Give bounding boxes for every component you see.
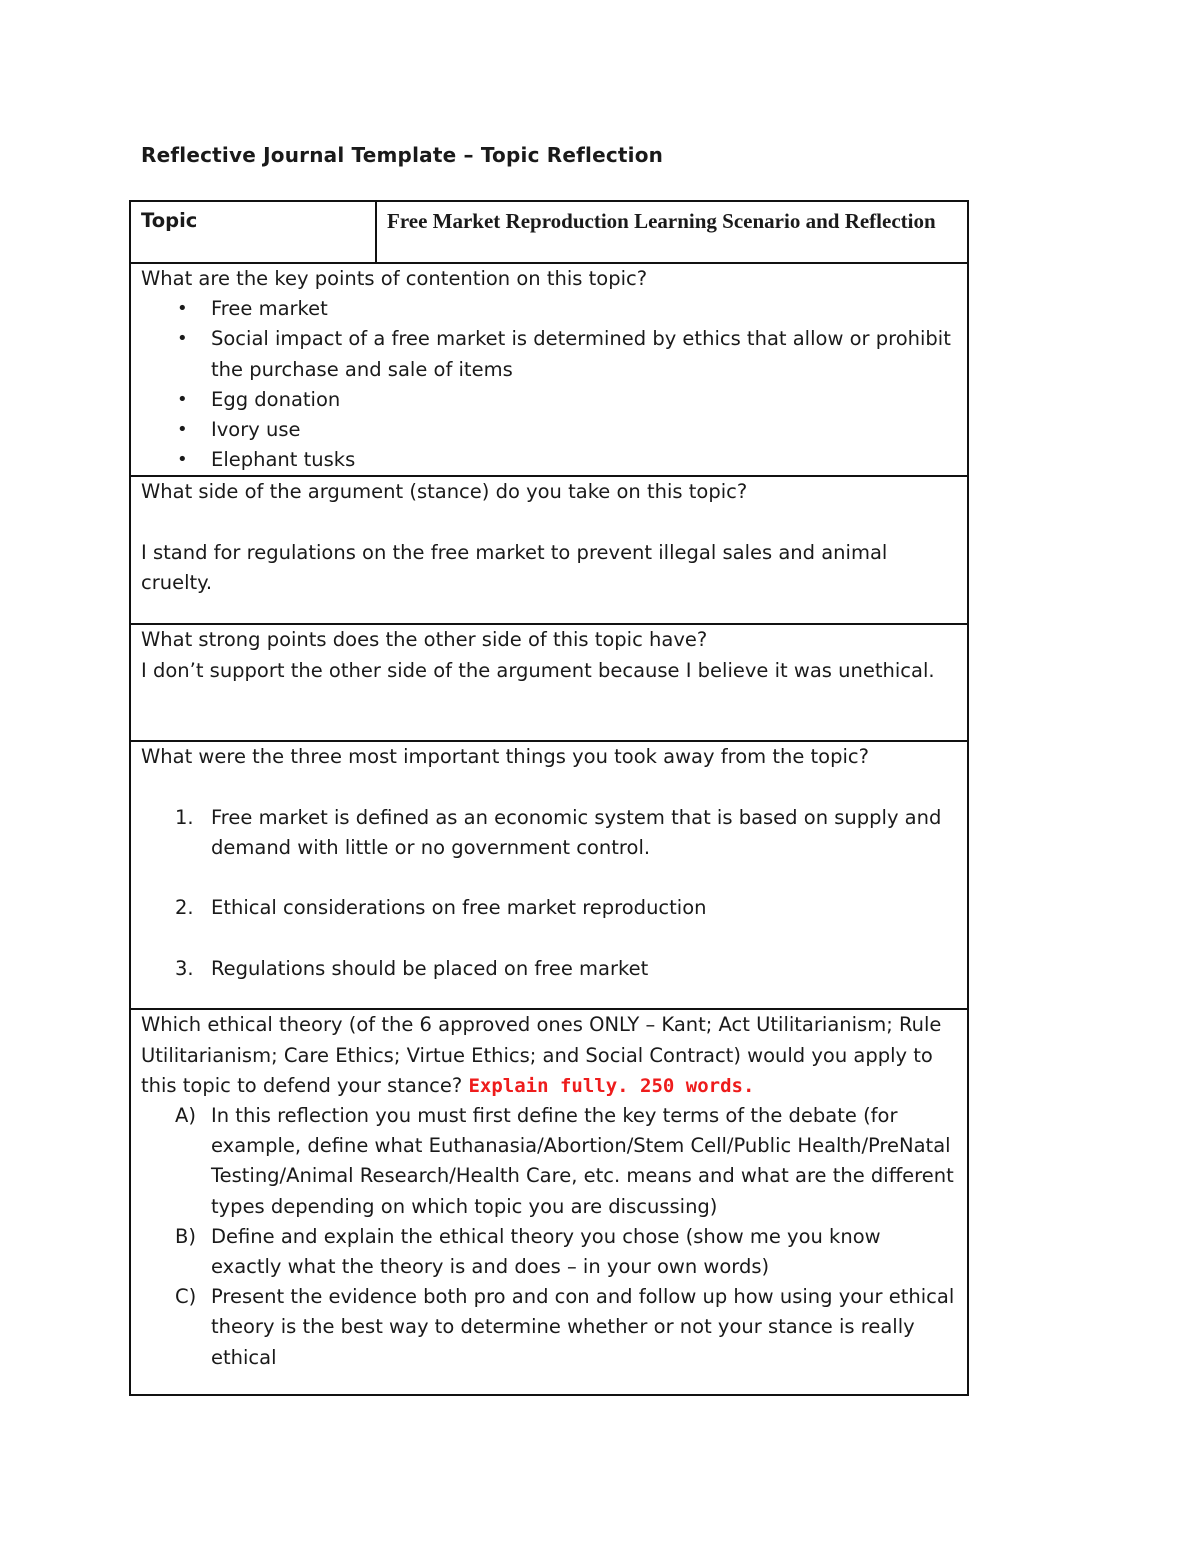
stance-question: What side of the argument (stance) do you take on this topic? bbox=[141, 480, 748, 504]
key-point-text: Social impact of a free market is determined by ethics that allow or prohibit the purchase and sale of items bbox=[211, 327, 951, 381]
theory-question: Which ethical theory (of the 6 approved ones ONLY – Kant; Act Utilitarianism; Rule Utilitarianism; Care Ethics; Virtue Ethics; and Social Contract) would you apply to this topic to defend your stance? bbox=[141, 1013, 942, 1097]
takeaway-item bbox=[141, 954, 957, 984]
stance-cell bbox=[130, 476, 968, 624]
key-point-item bbox=[141, 445, 957, 475]
stance-answer: I stand for regulations on the free market to prevent illegal sales and animal cruelty. bbox=[141, 540, 888, 595]
theory-note: Explain fully. 250 words. bbox=[468, 1074, 755, 1097]
key-point-text: Elephant tusks bbox=[211, 448, 356, 472]
takeaway-text: Ethical considerations on free market reproduction bbox=[211, 896, 707, 920]
takeaway-text: Regulations should be placed on free market bbox=[211, 956, 649, 980]
theory-row bbox=[130, 1009, 968, 1395]
bullet-icon: • bbox=[177, 419, 188, 441]
key-point-item bbox=[141, 324, 957, 384]
key-point-item bbox=[141, 294, 957, 324]
key-point-text: Free market bbox=[211, 297, 328, 321]
bullet-icon: • bbox=[177, 328, 188, 350]
other-side-cell bbox=[130, 624, 968, 741]
takeaways-list bbox=[141, 803, 957, 984]
theory-question-paragraph bbox=[141, 1010, 957, 1101]
takeaways-cell bbox=[130, 741, 968, 1009]
takeaways-row bbox=[130, 741, 968, 1009]
key-point-item bbox=[141, 385, 957, 415]
bullet-icon: • bbox=[177, 449, 188, 471]
requirement-text: Present the evidence both pro and con and follow up how using your ethical theory is the best way to determine whether or not your stance is really ethical bbox=[211, 1285, 955, 1369]
requirement-item bbox=[141, 1101, 957, 1222]
key-points-list bbox=[141, 294, 957, 475]
other-side-question: What strong points does the other side of this topic have? bbox=[141, 628, 708, 652]
topic-row bbox=[130, 201, 968, 263]
document-title: Reflective Journal Template – Topic Reflection bbox=[141, 143, 664, 167]
theory-requirements-list bbox=[141, 1101, 957, 1373]
blank-line bbox=[141, 508, 957, 538]
takeaway-marker: 3. bbox=[175, 956, 194, 980]
theory-cell bbox=[130, 1009, 968, 1395]
bullet-icon: • bbox=[177, 388, 188, 410]
takeaway-item bbox=[141, 893, 957, 923]
other-side-row bbox=[130, 624, 968, 741]
takeaway-marker: 1. bbox=[175, 805, 194, 829]
topic-label: Topic bbox=[130, 201, 376, 263]
stance-row bbox=[130, 476, 968, 624]
takeaway-text: Free market is defined as an economic system that is based on supply and demand with little or no government control. bbox=[211, 805, 942, 860]
requirement-text: Define and explain the ethical theory you chose (show me you know exactly what the theory is and does – in your own words) bbox=[211, 1224, 881, 1279]
takeaway-item bbox=[141, 803, 957, 863]
takeaways-question: What were the three most important things you took away from the topic? bbox=[141, 745, 869, 769]
requirement-text: In this reflection you must first define the key terms of the debate (for example, define what Euthanasia/Abortion/Stem Cell/Public Health/PreNatal Testing/Animal Research/Health Care, etc. means and what are the different types depending on which topic you are discussing) bbox=[211, 1104, 954, 1218]
bullet-icon: • bbox=[177, 298, 188, 320]
key-point-text: Ivory use bbox=[211, 418, 301, 442]
requirement-marker: C) bbox=[175, 1285, 197, 1309]
requirement-marker: A) bbox=[175, 1104, 196, 1128]
key-points-cell bbox=[130, 263, 968, 476]
takeaway-marker: 2. bbox=[175, 896, 194, 920]
key-point-item bbox=[141, 415, 957, 445]
reflection-table bbox=[129, 200, 969, 1396]
key-point-text: Egg donation bbox=[211, 387, 341, 411]
requirement-item bbox=[141, 1282, 957, 1373]
requirement-item bbox=[141, 1222, 957, 1282]
requirement-marker: B) bbox=[175, 1224, 196, 1248]
other-side-answer: I don’t support the other side of the argument because I believe it was unethical. bbox=[141, 658, 935, 682]
key-points-question: What are the key points of contention on this topic? bbox=[141, 267, 648, 290]
topic-value: Free Market Reproduction Learning Scenario and Reflection bbox=[376, 201, 968, 263]
key-points-row bbox=[130, 263, 968, 476]
